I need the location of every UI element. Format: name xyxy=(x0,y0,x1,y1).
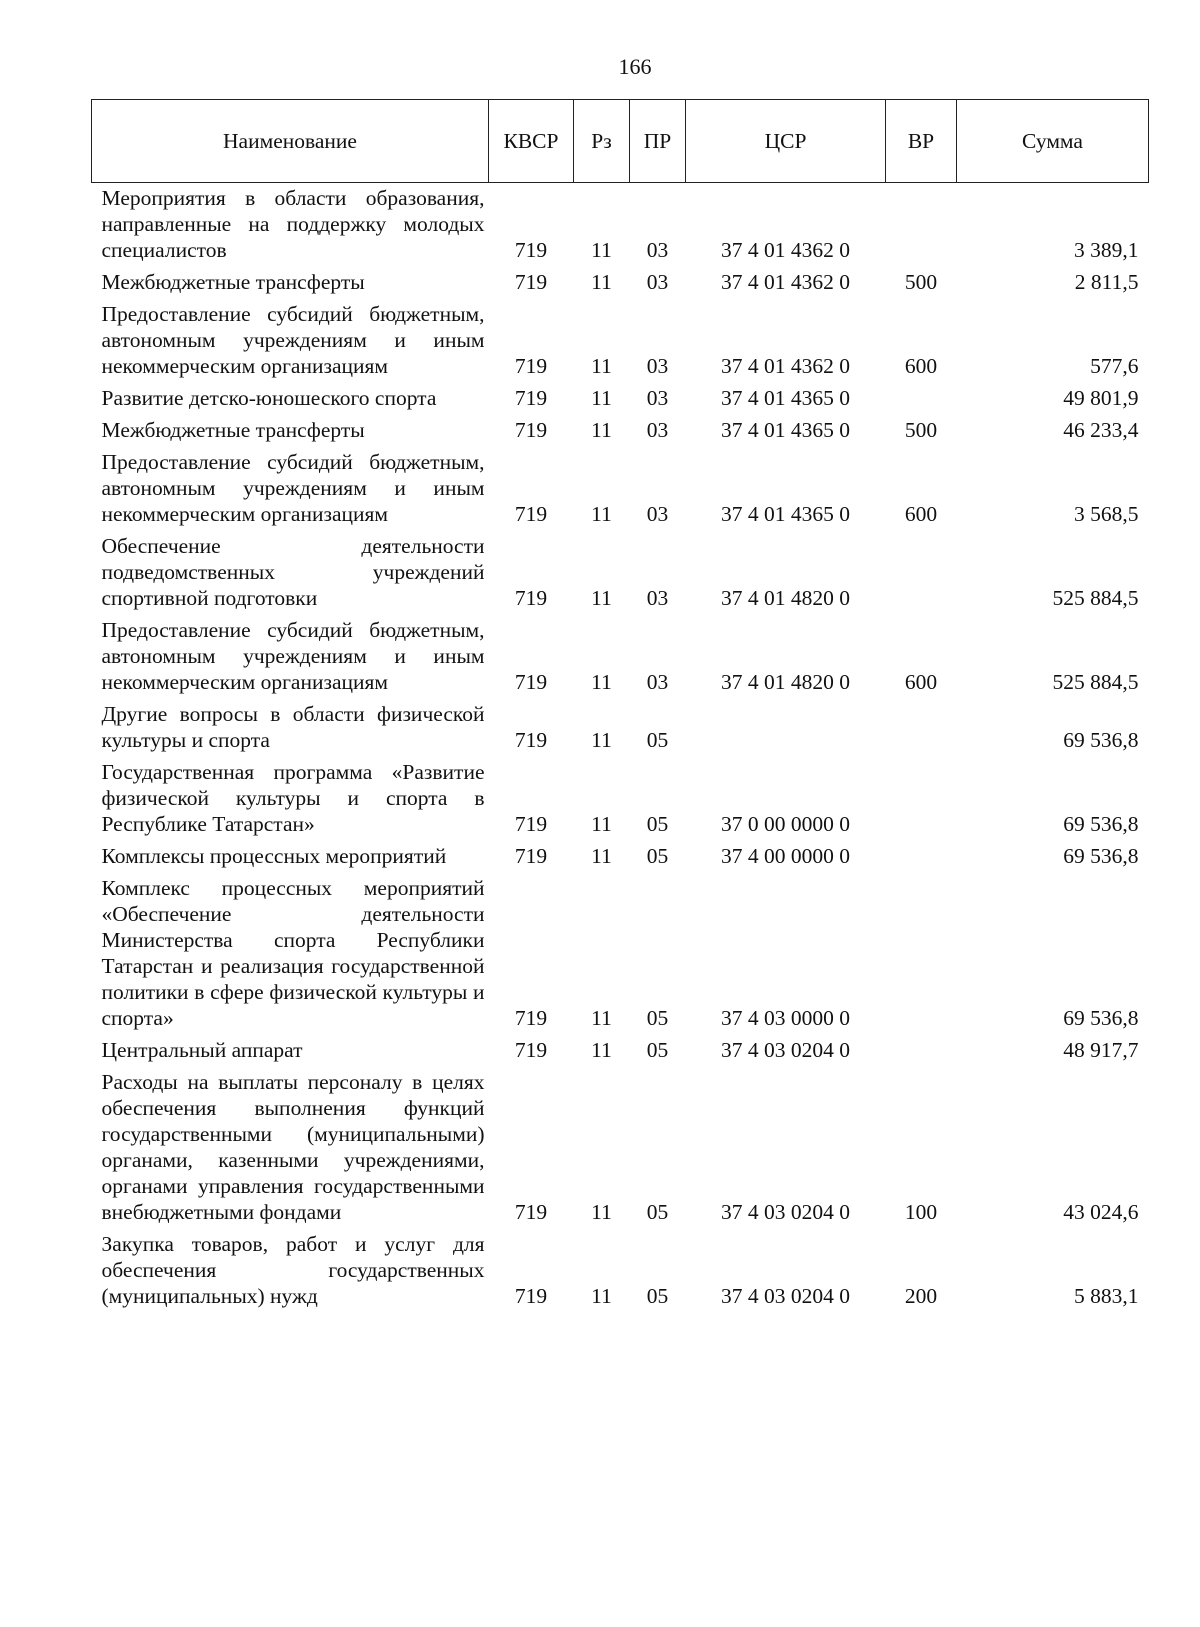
cell-kvsr: 719 xyxy=(514,1200,548,1224)
cell-vr xyxy=(886,383,957,415)
cell-vr xyxy=(886,841,957,873)
cell-rz: 11 xyxy=(591,1006,612,1030)
cell-sum: 69 536,8 xyxy=(1063,728,1139,752)
cell-kvsr: 719 xyxy=(514,418,548,442)
cell-sum: 48 917,7 xyxy=(1063,1038,1139,1062)
cell-pr: 03 xyxy=(646,502,669,526)
cell-rz: 11 xyxy=(591,238,612,262)
cell-vr: 500 xyxy=(904,418,938,442)
cell-rz: 11 xyxy=(591,728,612,752)
cell-sum: 43 024,6 xyxy=(1063,1200,1139,1224)
cell-vr: 500 xyxy=(904,270,938,294)
cell-name: Закупка товаров, работ и услуг для обеспечения государственных (муниципальных) нужд xyxy=(101,1232,485,1308)
cell-rz: 11 xyxy=(591,812,612,836)
cell-rz: 11 xyxy=(591,1038,612,1062)
table-row xyxy=(92,757,1149,841)
cell-name: Межбюджетные трансферты xyxy=(101,270,365,294)
cell-name: Обеспечение деятельности подведомственных учреждений спортивной подготовки xyxy=(101,534,485,610)
table-row xyxy=(92,383,1149,415)
table-row xyxy=(92,267,1149,299)
cell-name: Мероприятия в области образования, направленные на поддержку молодых специалистов xyxy=(101,186,485,262)
cell-name: Предоставление субсидий бюджетным, автономным учреждениям и иным некоммерческим организациям xyxy=(101,302,485,378)
cell-csr: 37 4 01 4820 0 xyxy=(721,670,850,694)
cell-vr xyxy=(886,1035,957,1067)
header-pr: ПР xyxy=(630,100,686,183)
cell-sum: 5 883,1 xyxy=(1074,1284,1139,1308)
header-csr: ЦСР xyxy=(686,100,886,183)
cell-vr xyxy=(886,183,957,268)
cell-kvsr: 719 xyxy=(514,1038,548,1062)
header-sum: Сумма xyxy=(957,100,1149,183)
cell-csr: 37 4 01 4820 0 xyxy=(721,586,850,610)
table-row xyxy=(92,615,1149,699)
cell-kvsr: 719 xyxy=(514,238,548,262)
cell-pr: 03 xyxy=(646,586,669,610)
cell-csr: 37 4 03 0204 0 xyxy=(721,1284,850,1308)
cell-sum: 525 884,5 xyxy=(1052,670,1139,694)
budget-table xyxy=(91,99,1149,1313)
page-number: 166 xyxy=(618,54,652,79)
cell-kvsr: 719 xyxy=(514,1006,548,1030)
cell-pr: 05 xyxy=(646,1006,669,1030)
cell-rz: 11 xyxy=(591,418,612,442)
table-row xyxy=(92,531,1149,615)
cell-pr: 03 xyxy=(646,354,669,378)
table-row xyxy=(92,841,1149,873)
cell-vr: 200 xyxy=(904,1284,938,1308)
cell-pr: 05 xyxy=(646,844,669,868)
cell-pr: 05 xyxy=(646,728,669,752)
table-row xyxy=(92,1229,1149,1313)
cell-pr: 05 xyxy=(646,1038,669,1062)
cell-csr: 37 4 03 0204 0 xyxy=(721,1038,850,1062)
cell-vr: 600 xyxy=(904,354,938,378)
cell-vr xyxy=(886,757,957,841)
cell-sum: 69 536,8 xyxy=(1063,812,1139,836)
cell-sum: 69 536,8 xyxy=(1063,1006,1139,1030)
cell-kvsr: 719 xyxy=(514,354,548,378)
cell-rz: 11 xyxy=(591,844,612,868)
cell-sum: 3 568,5 xyxy=(1074,502,1139,526)
cell-rz: 11 xyxy=(591,270,612,294)
header-kvsr: КВСР xyxy=(489,100,574,183)
header-rz: Рз xyxy=(574,100,630,183)
cell-csr: 37 4 01 4362 0 xyxy=(721,354,850,378)
cell-rz: 11 xyxy=(591,502,612,526)
cell-sum: 3 389,1 xyxy=(1074,238,1139,262)
cell-csr: 37 0 00 0000 0 xyxy=(721,812,850,836)
header-vr: ВР xyxy=(886,100,957,183)
cell-csr: 37 4 03 0000 0 xyxy=(721,1006,850,1030)
cell-pr: 05 xyxy=(646,1200,669,1224)
cell-name: Предоставление субсидий бюджетным, автономным учреждениям и иным некоммерческим организациям xyxy=(101,450,485,526)
cell-vr xyxy=(886,531,957,615)
header-name: Наименование xyxy=(92,100,489,183)
cell-name: Межбюджетные трансферты xyxy=(101,418,365,442)
cell-pr: 05 xyxy=(646,1284,669,1308)
cell-vr xyxy=(886,873,957,1035)
cell-name: Другие вопросы в области физической культуры и спорта xyxy=(101,702,485,752)
cell-vr: 100 xyxy=(904,1200,938,1224)
table-row xyxy=(92,699,1149,757)
cell-kvsr: 719 xyxy=(514,844,548,868)
cell-csr: 37 4 01 4362 0 xyxy=(721,270,850,294)
cell-name: Развитие детско-юношеского спорта xyxy=(101,386,437,410)
cell-pr: 03 xyxy=(646,386,669,410)
cell-name: Комплекс процессных мероприятий «Обеспечение деятельности Министерства спорта Республики Татарстан и реализация государственной политики в сфере физической культуры и спорта» xyxy=(101,876,485,1030)
table-row xyxy=(92,447,1149,531)
cell-rz: 11 xyxy=(591,386,612,410)
table-row xyxy=(92,299,1149,383)
cell-sum: 69 536,8 xyxy=(1063,844,1139,868)
table-header xyxy=(92,100,1149,183)
cell-kvsr: 719 xyxy=(514,670,548,694)
cell-csr xyxy=(686,699,886,757)
cell-name: Государственная программа «Развитие физической культуры и спорта в Республике Татарстан» xyxy=(101,760,485,836)
cell-rz: 11 xyxy=(591,1284,612,1308)
cell-kvsr: 719 xyxy=(514,728,548,752)
cell-kvsr: 719 xyxy=(514,270,548,294)
cell-pr: 03 xyxy=(646,270,669,294)
cell-csr: 37 4 01 4365 0 xyxy=(721,386,850,410)
cell-pr: 03 xyxy=(646,418,669,442)
cell-csr: 37 4 00 0000 0 xyxy=(721,844,850,868)
table-row xyxy=(92,1067,1149,1229)
cell-kvsr: 719 xyxy=(514,502,548,526)
cell-kvsr: 719 xyxy=(514,586,548,610)
table-row xyxy=(92,415,1149,447)
cell-csr: 37 4 01 4362 0 xyxy=(721,238,850,262)
cell-vr xyxy=(886,699,957,757)
cell-rz: 11 xyxy=(591,586,612,610)
cell-sum: 49 801,9 xyxy=(1063,386,1139,410)
cell-rz: 11 xyxy=(591,670,612,694)
cell-csr: 37 4 01 4365 0 xyxy=(721,418,850,442)
table-row xyxy=(92,873,1149,1035)
cell-rz: 11 xyxy=(591,354,612,378)
cell-vr: 600 xyxy=(904,670,938,694)
cell-kvsr: 719 xyxy=(514,1284,548,1308)
cell-pr: 03 xyxy=(646,238,669,262)
cell-rz: 11 xyxy=(591,1200,612,1224)
cell-sum: 525 884,5 xyxy=(1052,586,1139,610)
cell-csr: 37 4 03 0204 0 xyxy=(721,1200,850,1224)
cell-name: Предоставление субсидий бюджетным, автономным учреждениям и иным некоммерческим организациям xyxy=(101,618,485,694)
cell-pr: 03 xyxy=(646,670,669,694)
table-row xyxy=(92,183,1149,268)
cell-sum: 577,6 xyxy=(1090,354,1139,378)
cell-kvsr: 719 xyxy=(514,386,548,410)
cell-sum: 2 811,5 xyxy=(1074,270,1139,294)
table-row xyxy=(92,1035,1149,1067)
cell-vr: 600 xyxy=(904,502,938,526)
cell-name: Расходы на выплаты персоналу в целях обеспечения выполнения функций государственными (муниципальными) органами, казенными учреждениями, органами управления государственными внебюджетными фондами xyxy=(101,1070,485,1224)
cell-csr: 37 4 01 4365 0 xyxy=(721,502,850,526)
cell-name: Комплексы процессных мероприятий xyxy=(101,844,447,868)
cell-pr: 05 xyxy=(646,812,669,836)
cell-name: Центральный аппарат xyxy=(101,1038,303,1062)
cell-kvsr: 719 xyxy=(514,812,548,836)
table-body xyxy=(92,183,1149,1314)
cell-sum: 46 233,4 xyxy=(1063,418,1139,442)
